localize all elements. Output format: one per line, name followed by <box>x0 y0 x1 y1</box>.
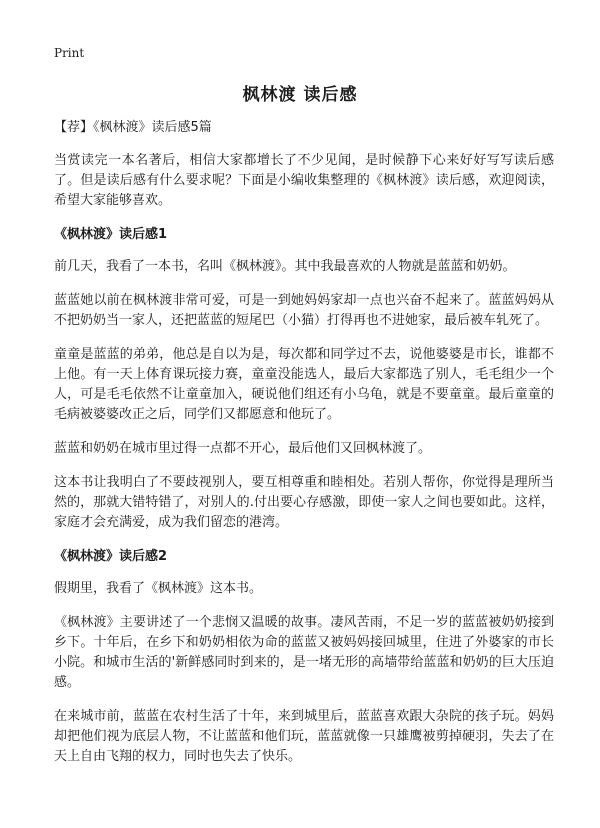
section-heading: 《枫林渡》读后感2 <box>54 549 168 564</box>
section-2 <box>54 547 554 767</box>
paragraph: 假期里，我看了《枫林渡》这本书。 <box>54 581 263 596</box>
paragraph: 蓝蓝她以前在枫林渡非常可爱，可是一到她妈妈家却一点也兴奋不起来了。蓝蓝妈妈从不把奶奶当一家人，还把蓝蓝的短尾巴（小猫）打得再也不进她家，最后被车轧死了。 <box>54 293 554 328</box>
page-title: 枫林渡 读后感 <box>242 85 358 105</box>
paragraph: 这本书让我明白了不要歧视别人，要互相尊重和睦相处。若别人帮你，你觉得是理所当然的，那就大错特错了，对别人的.付出要心存感激，即使一家人之间也要如此。这样，家庭才会充满爱，成为我们留恋的港湾。 <box>54 475 554 530</box>
print-link[interactable]: Print <box>54 46 85 60</box>
article-body <box>54 118 554 781</box>
section-heading: 《枫林渡》读后感1 <box>54 227 168 242</box>
paragraph: 《枫林渡》主要讲述了一个悲悯又温暖的故事。凄风苦雨，不足一岁的蓝蓝被奶奶接到乡下。十年后，在乡下和奶奶相依为命的蓝蓝又被妈妈接回城里，住进了外婆家的市长小院。和城市生活的'新鲜感同时到来的，是一堵无形的高墙带给蓝蓝和奶奶的巨大压迫感。 <box>54 615 554 690</box>
paragraph: 蓝蓝和奶奶在城市里过得一点都不开心，最后他们又回枫林渡了。 <box>54 441 432 456</box>
paragraph: 前几天，我看了一本书，名叫《枫林渡》。其中我最喜欢的人物就是蓝蓝和奶奶。 <box>54 259 516 274</box>
section-1 <box>54 225 554 533</box>
paragraph: 在来城市前，蓝蓝在农村生活了十年，来到城里后，蓝蓝喜欢跟大杂院的孩子玩。妈妈却把他们视为底层人物，不让蓝蓝和他们玩，蓝蓝就像一只雄鹰被剪掉硬羽，失去了在天上自由飞翔的权力，同时也失去了快乐。 <box>54 709 554 764</box>
paragraph: 童童是蓝蓝的弟弟，他总是自以为是，每次都和同学过不去，说他婆婆是市长，谁都不上他。有一天上体育课玩接力赛，童童没能选人，最后大家都选了别人，毛毛组少一个人，可是毛毛依然不让童童加入，硬说他们组还有小乌龟，就是不要童童。最后童童的毛病被婆婆改正之后，同学们又都愿意和他玩了。 <box>54 347 554 422</box>
intro-paragraph: 当赏读完一本名著后，相信大家都增长了不少见闻，是时候静下心来好好写写读后感了。但是读后感有什么要求呢？下面是小编收集整理的《枫林渡》读后感，欢迎阅读，希望大家能够喜欢。 <box>54 153 554 208</box>
tag-line: 【荐】《枫林渡》读后感5篇 <box>54 120 212 135</box>
